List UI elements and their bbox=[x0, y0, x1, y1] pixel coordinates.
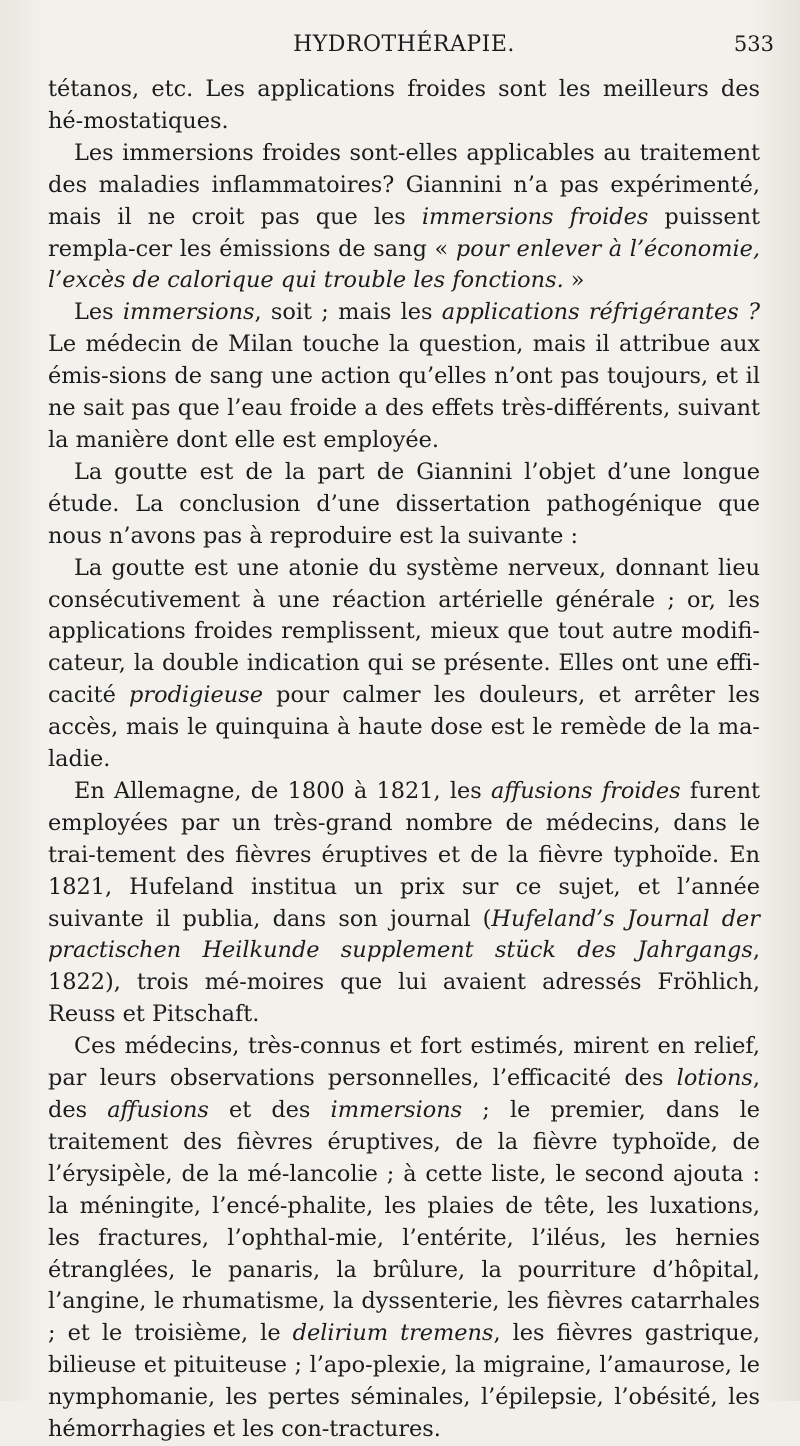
italic-run: Hufeland’s Journal der practischen Heilkunde supplement stück des Jahrgangs bbox=[48, 905, 761, 964]
text-run: Les immersions froides sont-elles applicables au traitement des maladies inflammatoires? Giannini n’a pas expérimenté, mais il ne croit pas que les bbox=[48, 139, 760, 230]
paragraph bbox=[48, 74, 760, 138]
italic-run: immersions bbox=[122, 299, 255, 326]
text-run: La goutte est une atonie du système nerveux, donnant lieu consécutivement à une réaction artérielle générale ; or, les applications froides remplissent, mieux que tout autre modifi-cateur, la double indication qui se présente. Elles ont une effi-cacité bbox=[48, 554, 760, 709]
text-run: , les fièvres gastrique, bilieuse et pituiteuse ; l’apo-plexie, la migraine, l’amaurose, le nymphomanie, les pertes séminales, l’épilepsie, l’obésité, les hémorrhagies et les con-tractures. bbox=[48, 1320, 760, 1443]
text-run: Le médecin de Milan touche la question, mais il attribue aux émis-sions de sang une action qu’elles n’ont pas toujours, et il ne sait pas que l’eau froide a des effets très-différents, suivant la manière dont elle est employée. bbox=[48, 331, 760, 453]
text-run: En Allemagne, de 1800 à 1821, les bbox=[74, 777, 491, 804]
paragraph bbox=[48, 553, 760, 776]
text-run: Les bbox=[74, 299, 123, 326]
italic-run: prodigieuse bbox=[129, 682, 263, 709]
page-number: 533 bbox=[733, 32, 774, 56]
paragraph bbox=[48, 138, 760, 298]
italic-run: affusions froides bbox=[491, 777, 681, 804]
running-head bbox=[48, 32, 774, 62]
text-run: , 1822), trois mé-moires que lui avaient adressés Fröhlich, Reuss et Pitschaft. bbox=[48, 937, 760, 1028]
italic-run: pour enlever à l’économie, l’excès de calorique qui trouble les fonctions. bbox=[48, 235, 760, 294]
body-text bbox=[48, 74, 760, 1446]
text-run: et des bbox=[208, 1097, 331, 1123]
text-run: tétanos, etc. Les applications froides sont les meilleurs des hé-mostatiques. bbox=[48, 76, 760, 134]
italic-run: affusions bbox=[107, 1097, 209, 1123]
text-run: » bbox=[563, 267, 585, 294]
italic-run: applications réfrigérantes ? bbox=[441, 299, 760, 326]
text-run: La goutte est de la part de Giannini l’objet d’une longue étude. La conclusion d’une dissertation pathogénique que nous n’avons pas à reproduire est la suivante : bbox=[48, 458, 760, 549]
italic-run: lotions bbox=[676, 1065, 753, 1092]
text-run: , soit ; mais les bbox=[254, 299, 442, 326]
text-run: pour calmer les douleurs, et arrêter les accès, mais le quinquina à haute dose est le remède de la ma-ladie. bbox=[48, 682, 760, 773]
running-title: HYDROTHÉRAPIE. bbox=[293, 32, 515, 57]
paragraph bbox=[48, 297, 760, 457]
text-run: , des bbox=[48, 1065, 760, 1123]
italic-run: immersions bbox=[330, 1097, 463, 1123]
paragraph bbox=[48, 776, 760, 1031]
text-run: Ces médecins, très-connus et fort estimés, mirent en relief, par leurs observations personnelles, l’efficacité des bbox=[48, 1033, 760, 1092]
italic-run: delirium tremens bbox=[292, 1320, 494, 1347]
paragraph bbox=[48, 1031, 760, 1446]
text-run: furent employées par un très-grand nombre de médecins, dans le trai-tement des fièvres éruptives et de la fièvre typhoïde. En 1821, Hufeland institua un prix sur ce sujet, et l’année suivante il publia, dans son journal ( bbox=[48, 777, 761, 932]
text-run: ; le premier, dans le traitement des fièvres éruptives, de la fièvre typhoïde, de l’érysipèle, de la mé-lancolie ; à cette liste, le second ajouta : la méningite, l’encé-phalite, les plaies de tête, les luxations, les fractures, l’ophthal-mie, l’entérite, l’iléus, les hernies étranglées, le panaris, la brûlure, la pourriture d’hôpital, l’angine, le rhumatisme, la dyssenterie, les fièvres catarrhales ; et le troisième, le bbox=[48, 1097, 760, 1347]
paragraph bbox=[48, 457, 760, 553]
italic-run: immersions froides bbox=[421, 203, 649, 230]
text-run: puissent rempla-cer les émissions de sang « bbox=[48, 203, 760, 262]
